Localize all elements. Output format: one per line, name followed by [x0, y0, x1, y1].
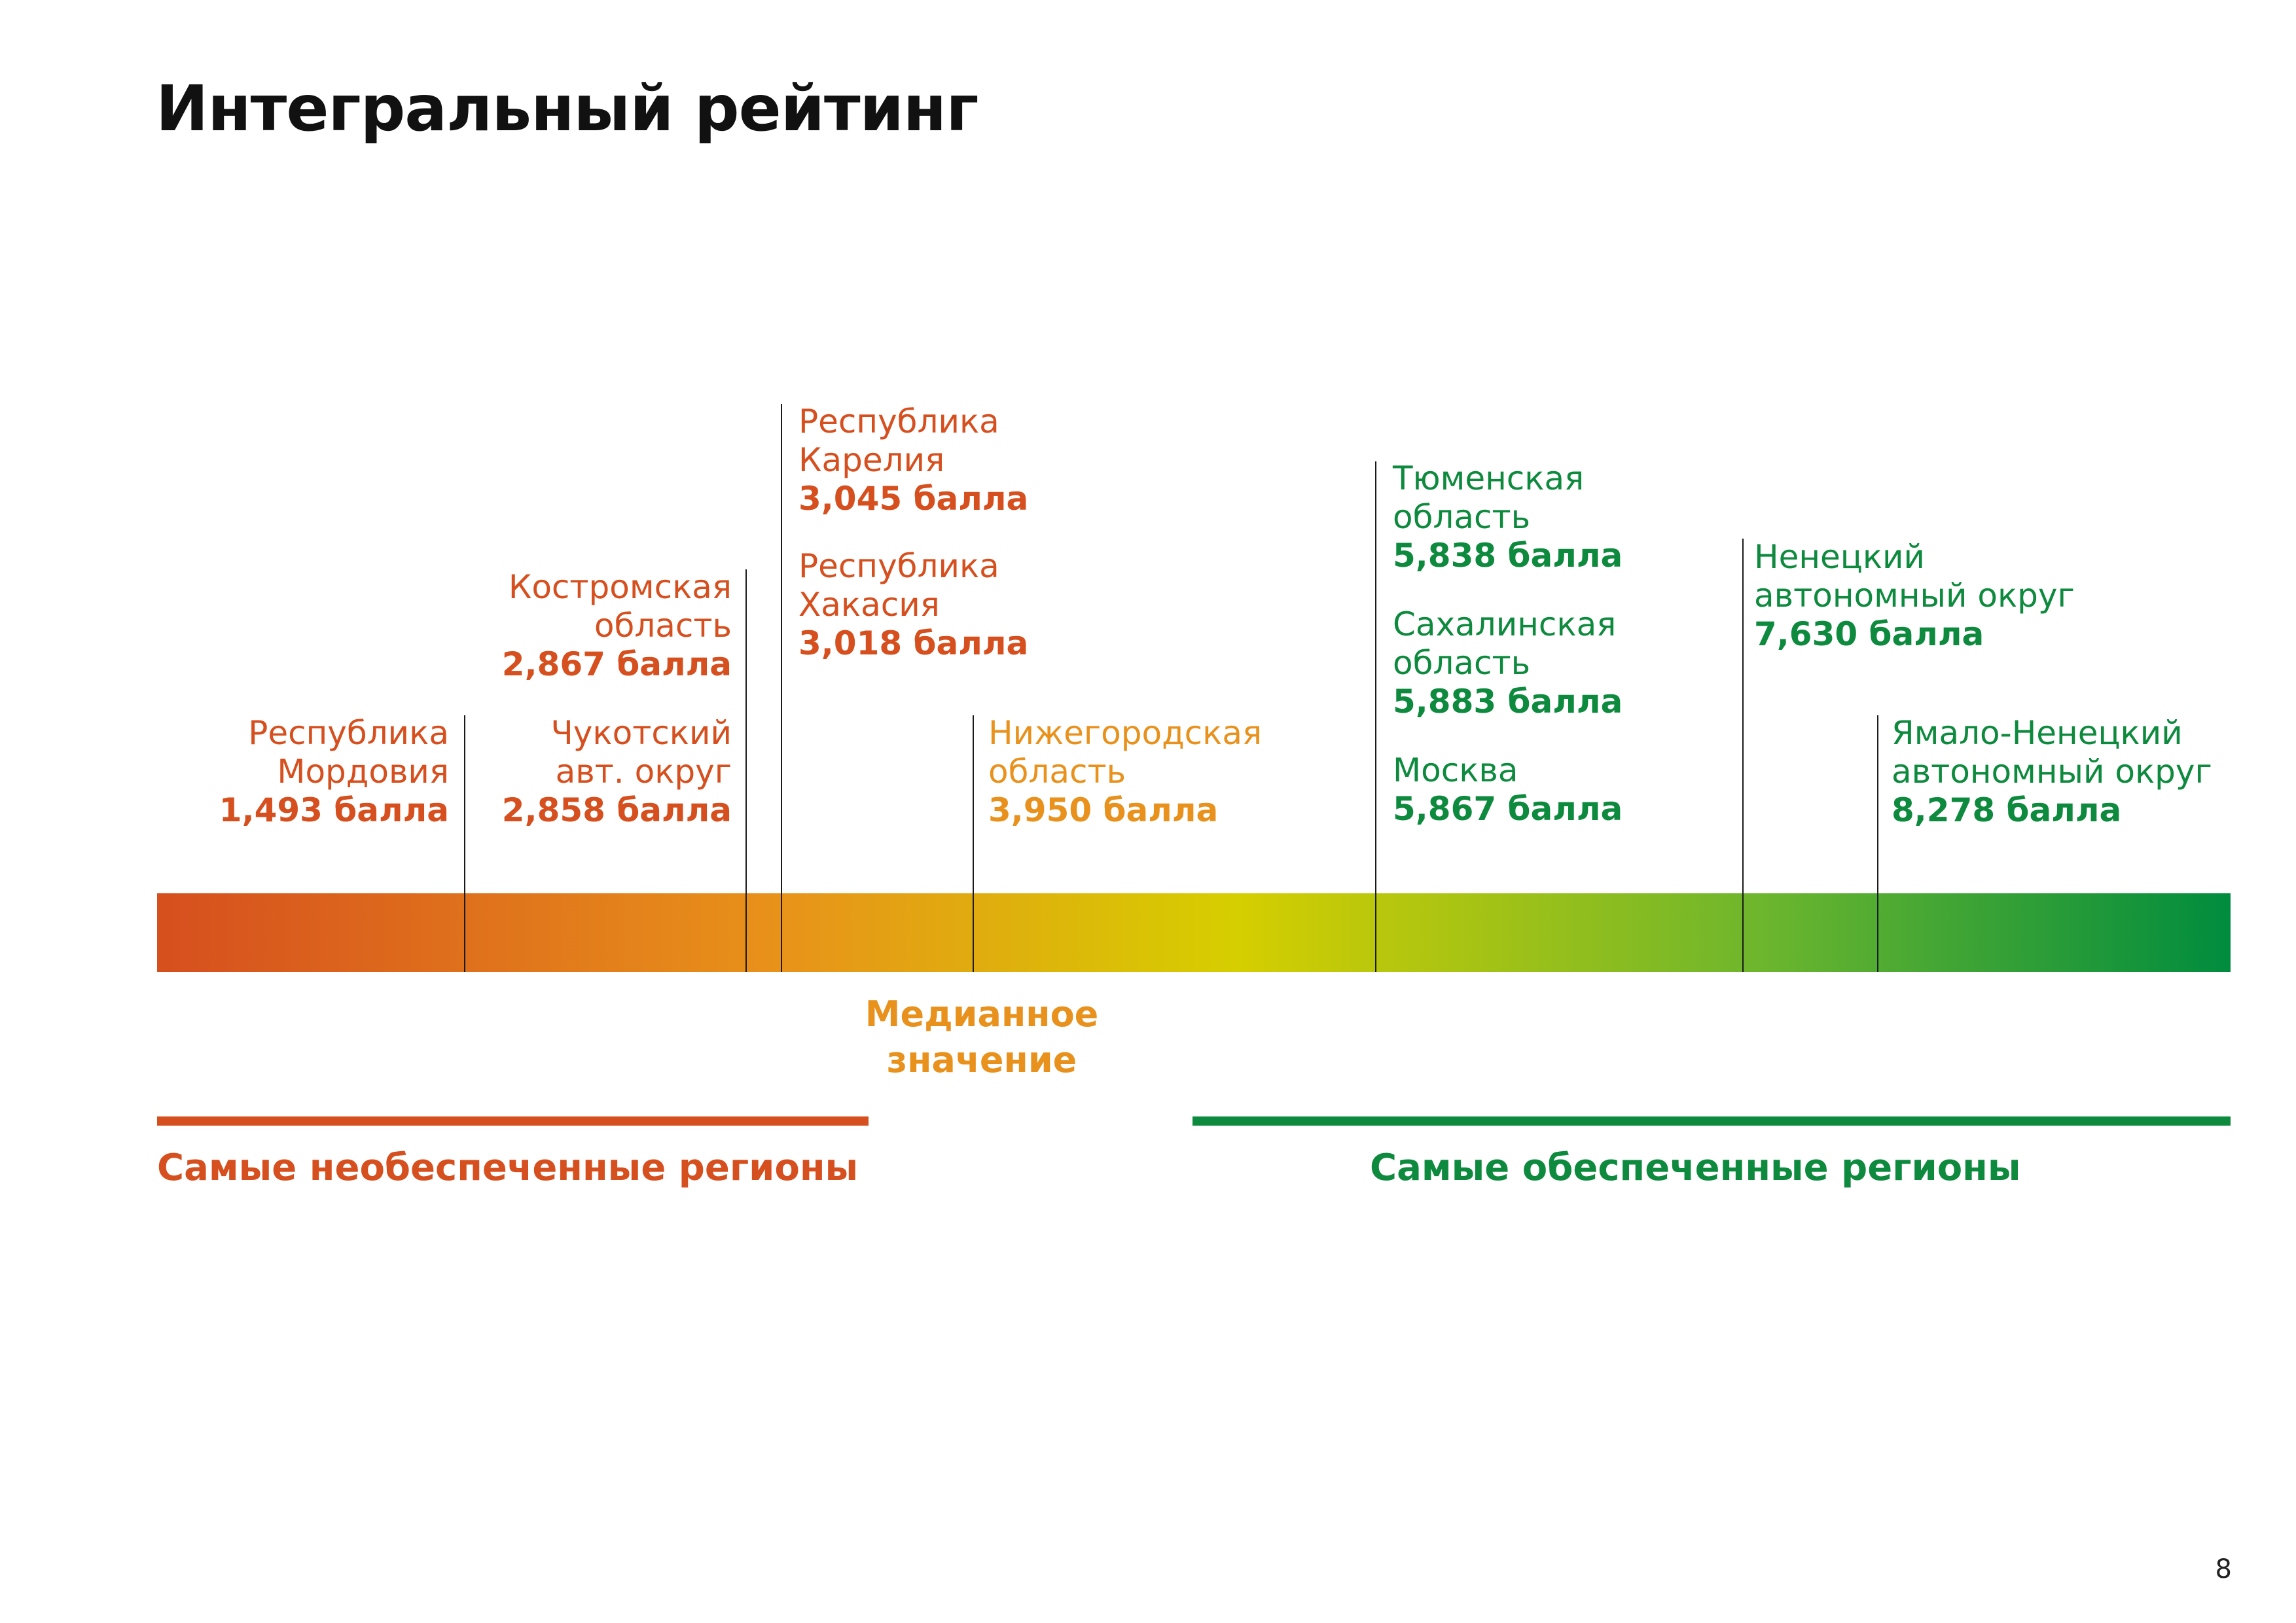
gradient-scale-bar [157, 893, 2231, 972]
tick-kostroma [745, 569, 747, 972]
tick-nizhny [973, 715, 974, 972]
region-label-nizhny [988, 714, 1262, 830]
region-name: Ненецкий автономный округ [1754, 538, 2075, 615]
region-name: Республика Хакасия [798, 547, 999, 624]
region-label-chukotka [502, 714, 732, 830]
region-name: Республика Мордовия [248, 714, 449, 791]
region-name: Республика Карелия [798, 402, 999, 479]
region-score: 3,950 балла [988, 791, 1219, 829]
region-score: 2,867 балла [501, 645, 732, 683]
region-label-tyumen [1393, 459, 1623, 575]
region-name: Тюменская область [1393, 459, 1585, 536]
region-score: 5,883 балла [1393, 683, 1623, 721]
page-number: 8 [2215, 1554, 2232, 1584]
low-range-label: Самые необеспеченные регионы [157, 1147, 859, 1189]
region-score: 7,630 балла [1754, 615, 1984, 653]
tick-karelia [781, 404, 782, 972]
low-range-line [157, 1116, 869, 1126]
region-name: Сахалинская область [1393, 605, 1617, 682]
tick-mordovia [464, 715, 465, 972]
region-score: 5,867 балла [1393, 790, 1623, 828]
region-label-kostroma [502, 568, 732, 684]
region-name: Костромская область [508, 568, 732, 645]
region-name: Москва [1393, 751, 1518, 789]
page-title: Интегральный рейтинг [156, 72, 978, 145]
region-score: 8,278 балла [1892, 791, 2122, 829]
region-name: Чукотский авт. округ [550, 714, 732, 791]
region-label-khakassia [798, 547, 1028, 663]
region-label-moscow [1393, 751, 1623, 829]
region-label-yamal [1892, 714, 2212, 830]
tick-nenets [1742, 539, 1744, 972]
region-label-nenets [1754, 538, 2075, 654]
region-score: 1,493 балла [219, 791, 449, 829]
region-score: 2,858 балла [501, 791, 732, 829]
region-name: Нижегородская область [988, 714, 1263, 791]
region-score: 5,838 балла [1393, 537, 1623, 575]
region-score: 3,045 балла [798, 480, 1029, 518]
region-label-mordovia [219, 714, 449, 830]
tick-yamal [1877, 715, 1878, 972]
tick-tyumen [1375, 461, 1376, 972]
region-name: Ямало-Ненецкий автономный округ [1892, 714, 2212, 791]
region-label-karelia [798, 402, 1028, 518]
region-label-sakhalin [1393, 605, 1623, 721]
high-range-line [1193, 1116, 2231, 1126]
region-score: 3,018 балла [798, 624, 1029, 662]
high-range-label: Самые обеспеченные регионы [1370, 1147, 2021, 1189]
median-label: Медианное значение [865, 993, 1099, 1080]
